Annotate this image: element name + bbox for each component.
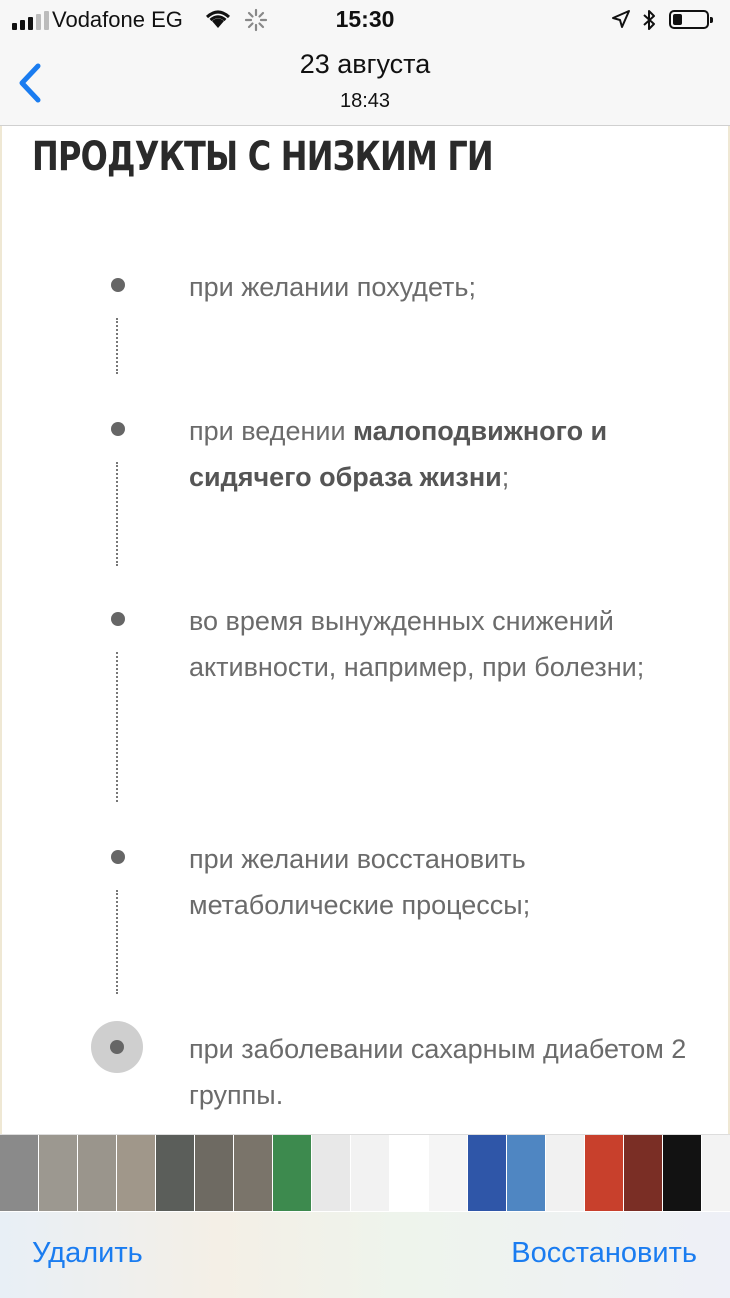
text-run: во время вынужденных снижений активности, например, при болезни; xyxy=(189,606,645,682)
bluetooth-icon xyxy=(641,8,657,32)
photo-thumbnail[interactable] xyxy=(273,1135,311,1211)
status-time: 15:30 xyxy=(335,6,395,32)
photo-thumbnail[interactable] xyxy=(585,1135,623,1211)
carrier-name: Vodafone EG xyxy=(52,7,183,32)
active-bullet-dot xyxy=(91,1021,143,1073)
photo-thumbnail[interactable] xyxy=(624,1135,662,1211)
list-item-text xyxy=(189,836,699,928)
bold-text-run: малоподвижного и сидячего образа жизни xyxy=(189,416,608,492)
bottom-toolbar xyxy=(0,1212,730,1298)
nav-subtitle: 18:43 xyxy=(339,90,391,112)
photo-thumbnail[interactable] xyxy=(429,1135,467,1211)
photo-content xyxy=(0,126,730,1134)
location-arrow-icon xyxy=(611,9,631,29)
photo-thumbnail[interactable] xyxy=(312,1135,350,1211)
text-run: при ведении xyxy=(189,416,354,446)
bullet-dot xyxy=(111,422,125,436)
photo-thumbnail[interactable] xyxy=(507,1135,545,1211)
photo-thumbnail[interactable] xyxy=(234,1135,272,1211)
dotted-connector xyxy=(116,318,118,374)
bullet-dot xyxy=(111,612,125,626)
bullet-dot xyxy=(111,850,125,864)
list-item-text xyxy=(189,264,699,310)
status-bar xyxy=(0,0,730,40)
list-item-text xyxy=(189,598,699,690)
bullet-dot xyxy=(111,278,125,292)
navigation-bar xyxy=(0,40,730,126)
restore-button[interactable]: Восстановить xyxy=(511,1237,697,1269)
list-item-text xyxy=(189,1026,699,1118)
photo-thumbnail[interactable] xyxy=(195,1135,233,1211)
thumbnail-strip[interactable] xyxy=(0,1134,730,1213)
article-heading: ПРОДУКТЫ С НИЗКИМ ГИ xyxy=(32,134,493,180)
dotted-connector xyxy=(116,462,118,566)
photo-thumbnail[interactable] xyxy=(0,1135,38,1211)
text-run: при желании похудеть; xyxy=(189,272,476,302)
photo-thumbnail[interactable] xyxy=(702,1135,730,1211)
photo-thumbnail[interactable] xyxy=(468,1135,506,1211)
photo-thumbnail[interactable] xyxy=(390,1135,428,1211)
text-run: ; xyxy=(501,462,510,492)
dotted-connector xyxy=(116,890,118,994)
photo-thumbnail[interactable] xyxy=(156,1135,194,1211)
battery-icon xyxy=(669,10,709,29)
delete-button[interactable]: Удалить xyxy=(32,1237,143,1269)
photo-thumbnail[interactable] xyxy=(546,1135,584,1211)
text-run: при желании восстановить метаболические процессы; xyxy=(189,844,531,920)
photo-thumbnail[interactable] xyxy=(663,1135,701,1211)
dotted-connector xyxy=(116,652,118,802)
photo-thumbnail[interactable] xyxy=(351,1135,389,1211)
nav-title: 23 августа xyxy=(299,49,431,79)
photo-thumbnail[interactable] xyxy=(78,1135,116,1211)
list-item-text xyxy=(189,408,699,500)
photo-thumbnail[interactable] xyxy=(39,1135,77,1211)
text-run: при заболевании сахарным диабетом 2 группы. xyxy=(189,1034,687,1110)
photo-thumbnail[interactable] xyxy=(117,1135,155,1211)
